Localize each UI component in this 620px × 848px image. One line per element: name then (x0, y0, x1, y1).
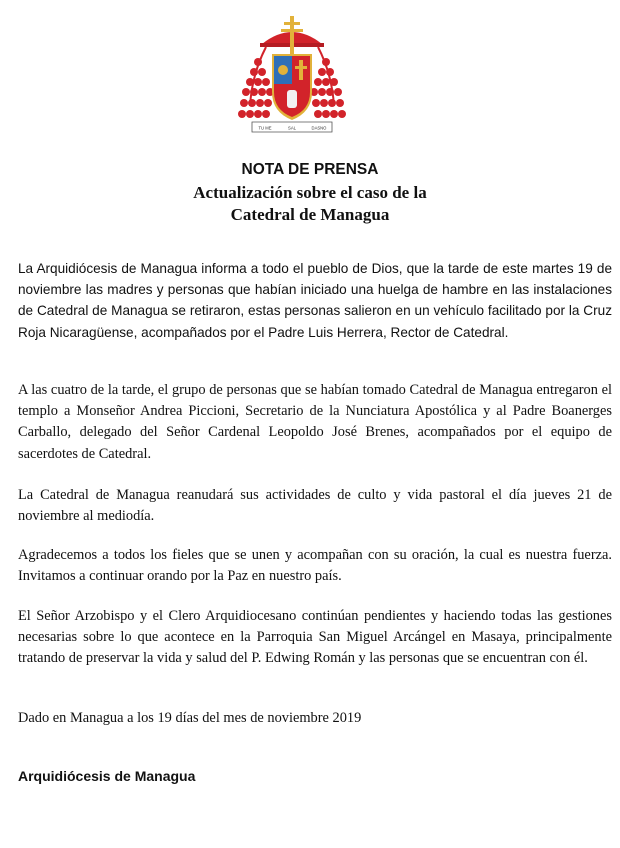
title-line-1: Actualización sobre el caso de la (193, 183, 427, 202)
crest-motto-center: SAL (288, 125, 296, 131)
crest-motto-left: TU ME (258, 125, 272, 131)
press-release-label: NOTA DE PRENSA (241, 161, 379, 178)
signature: Arquidiócesis de Managua (18, 768, 196, 784)
paragraph-reopening: La Catedral de Managua reanudará sus actividades de culto y vida pastoral el día jueves 21 de noviembre al mediodía. (18, 487, 612, 525)
paragraph-gratitude: Agradecemos a todos los fieles que se unen y acompañan con su oración, la cual es nuestra fuerza. Invitamos a continuar orando por la Paz en nuestro país. (18, 547, 612, 585)
paragraph-masaya: El Señor Arzobispo y el Clero Arquidiocesano continúan pendientes y haciendo todas las gestiones necesarias sobre lo que acontece en la Parroquia San Miguel Arcángel en Masaya, principalmente tratando de preservar la vida y salud del P. Edwing Román y las personas que se encuentran con él. (18, 608, 612, 667)
title-line-2: Catedral de Managua (230, 205, 390, 224)
crest-motto-right: DASNO (311, 125, 327, 131)
paragraph-temple-handover: A las cuatro de la tarde, el grupo de personas que se habían tomado Catedral de Managua entregaron el templo a Monseñor Andrea Piccioni, Secretario de la Nunciatura Apostólica y al Padre Boanerges Carballo, delegado del Señor Cardenal Leopoldo José Brenes, acompañados por el equipo de sacerdotes de Catedral. (18, 382, 612, 462)
archdiocese-coat-of-arms-icon (238, 14, 346, 138)
date-line: Dado en Managua a los 19 días del mes de noviembre 2019 (18, 710, 362, 726)
paragraph-retirement: La Arquidiócesis de Managua informa a todo el pueblo de Dios, que la tarde de este martes 19 de noviembre las madres y personas que habían iniciado una huelga de hambre en las instalaciones de Catedral de Managua se retiraron, estas personas salieron en un vehículo facilitado por la Cruz Roja Nicaragüense, acompañados por el Padre Luis Herrera, Rector de Catedral. (18, 261, 612, 340)
